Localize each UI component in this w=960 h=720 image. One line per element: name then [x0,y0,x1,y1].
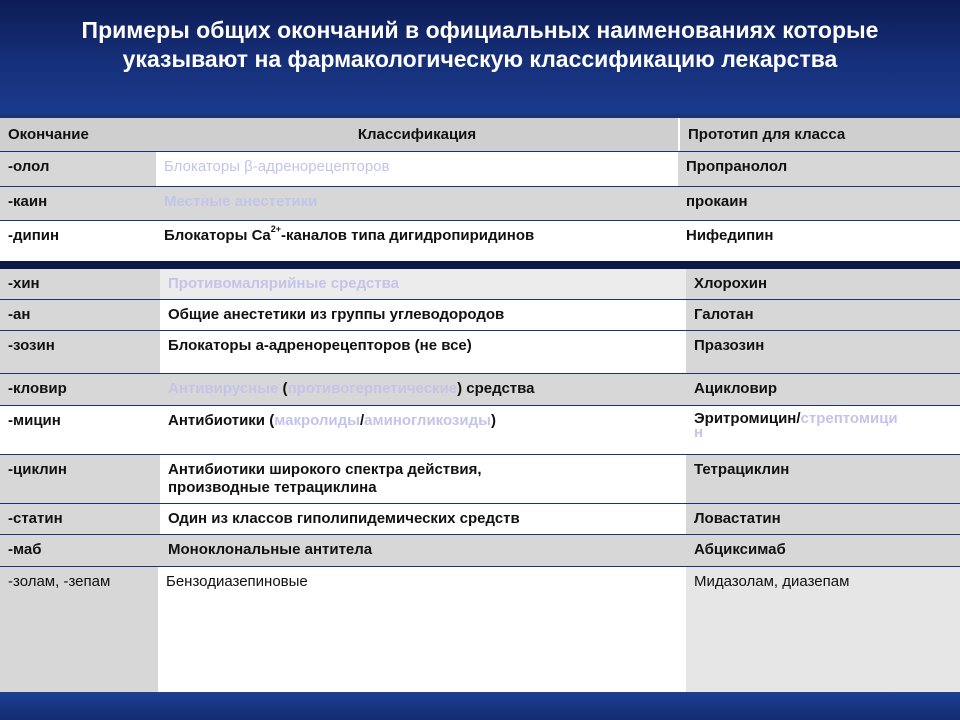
table-divider [0,261,960,269]
prototype-text: стрептомици [800,410,898,427]
classification-cell: Бензодиазепиновые [158,567,686,692]
classification-text: ) средства [457,380,535,397]
ending-cell: -циклин [8,461,67,478]
prototype-cell: Ловастатин [694,510,781,527]
slide-title: Примеры общих окончаний в официальных наименованиях которые указывают на фармакологическую классификацию лекарства [81,17,879,72]
prototype-text: Эритромицин/ [694,410,801,427]
header-classification: Классификация [357,126,477,143]
classification-text: аминогликозиды [364,412,491,429]
classification-text: ( [278,380,288,397]
ending-cell: -золам, -зепам [8,573,111,590]
endings-table [0,118,960,692]
table-row [0,300,960,330]
header-ending: Окончание [8,126,89,143]
prototype-cell: Абциксимаб [694,541,786,558]
classification-text: производные тетрациклина [168,479,377,496]
classification-cell [160,455,686,503]
ending-cell: -маб [8,541,42,558]
classification-cell [160,406,686,454]
prototype-cell [686,406,960,454]
table-row [0,374,960,405]
prototype-cell: Пропранолол [686,158,788,175]
table-row [0,152,960,186]
table-row [0,221,960,261]
prototype-cell: Тетрациклин [694,461,790,478]
header-prototype: Прототип для класса [678,118,960,151]
prototype-text: н [694,424,704,441]
table-header-row [0,118,960,151]
prototype-cell: прокаин [686,193,748,210]
classification-cell: Один из классов гиполипидемических средств [160,504,686,534]
table-row [0,187,960,220]
slide-footer-bar [0,692,960,720]
ending-cell: -каин [8,193,48,210]
classification-text: Блокаторы Ca [164,227,271,244]
ending-cell: -дипин [8,227,60,244]
table-row [0,406,960,454]
classification-text: Антибиотики широкого спектра действия, [168,461,482,478]
ending-cell: -зозин [8,337,55,354]
classification-superscript: 2+ [270,224,282,234]
prototype-cell: Галотан [694,306,754,323]
classification-text: ) [490,412,496,429]
prototype-cell: Празозин [694,337,765,354]
ending-cell: -ан [8,306,31,323]
classification-cell: Блокаторы а-адренорецепторов (не все) [160,331,686,373]
table-row [0,269,960,299]
classification-cell: Противомалярийные средства [160,269,686,299]
classification-text: противогерпетические [287,380,458,397]
ending-cell: -мицин [8,412,61,429]
classification-cell: Общие анестетики из группы углеводородов [160,300,686,330]
ending-cell: -кловир [8,380,67,397]
classification-cell: Местные анестетики [164,193,318,210]
classification-cell: Блокаторы β-адренорецепторов [156,152,678,186]
table-row [0,331,960,373]
table-row [0,504,960,534]
ending-cell: -статин [8,510,63,527]
slide-header [0,0,960,114]
prototype-cell: Нифедипин [686,227,774,244]
classification-text: Антибиотики ( [168,412,275,429]
prototype-cell: Ацикловир [694,380,778,397]
ending-cell: -олол [8,158,50,175]
classification-cell: Моноклональные антитела [168,541,373,558]
table-row [0,455,960,503]
classification-text: -каналов типа дигидропиридинов [281,227,535,244]
classification-text: / [359,412,365,429]
prototype-cell: Мидазолам, диазепам [686,567,960,692]
table-row [0,567,960,692]
classification-cell [156,221,678,261]
ending-cell: -хин [8,275,40,292]
table-row [0,535,960,566]
classification-cell [160,374,686,405]
classification-text: Антивирусные [168,380,279,397]
prototype-cell: Хлорохин [694,275,768,292]
classification-text: макролиды [274,412,360,429]
